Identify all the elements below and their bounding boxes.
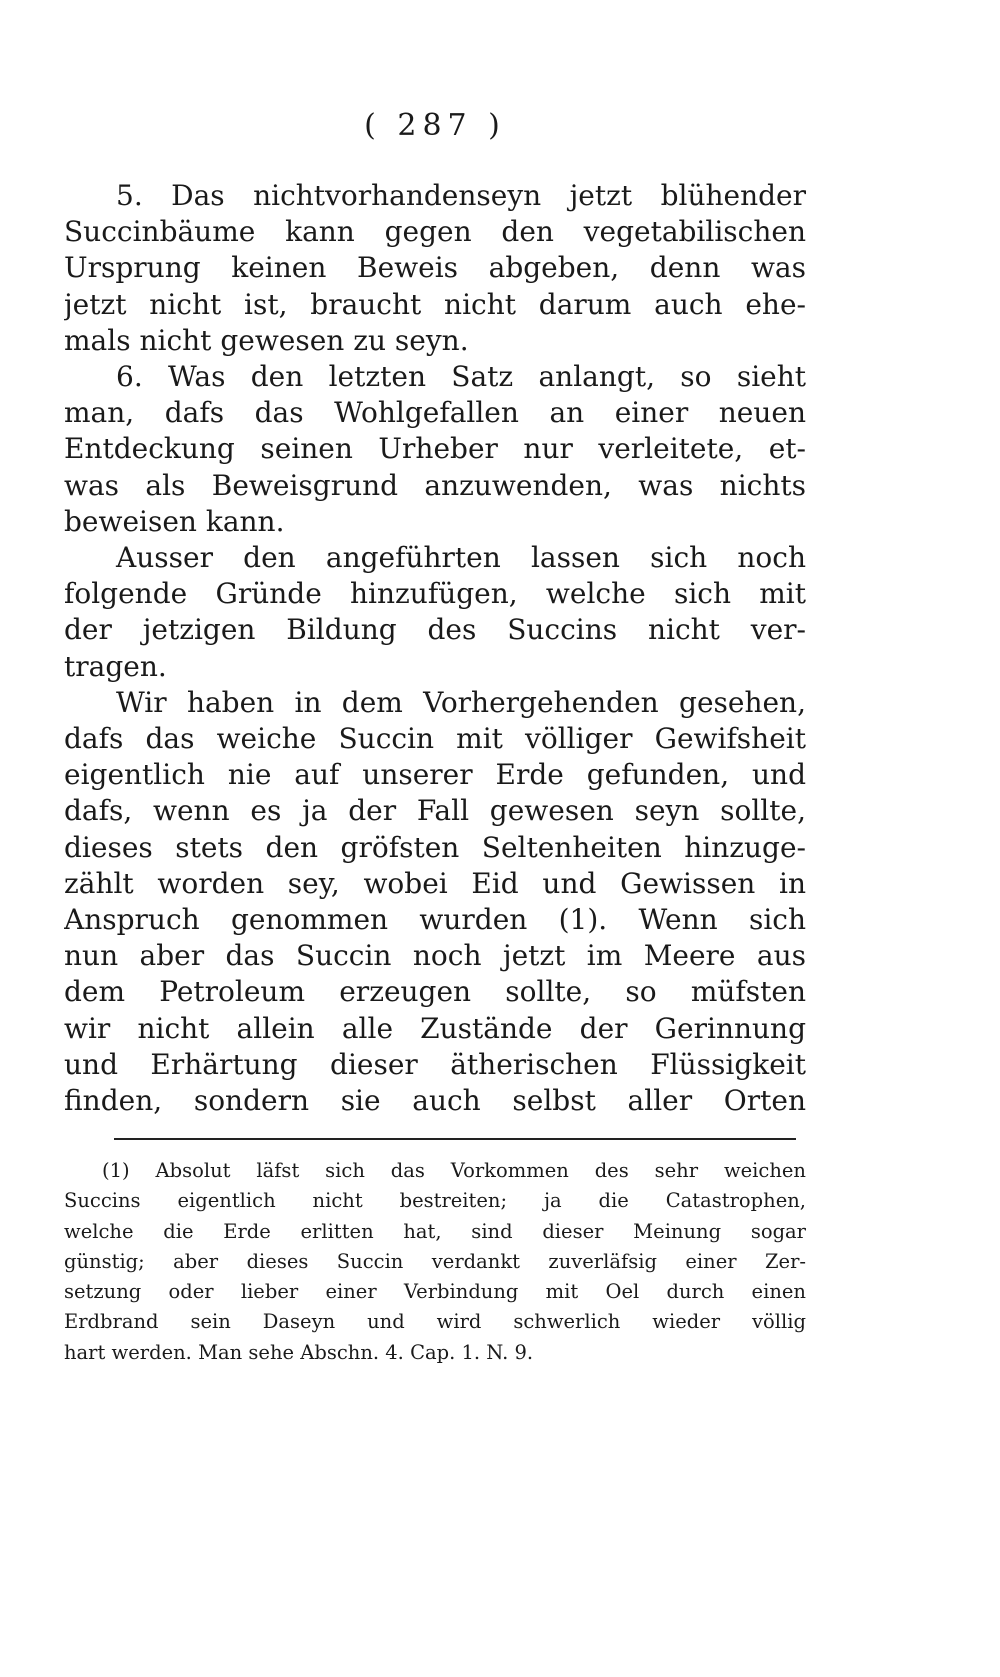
footnote-line: günstig; aber dieses Succin verdankt zuverläfsig einer Zer- — [64, 1249, 806, 1273]
text-line: wir nicht allein alle Zustände der Gerinnung — [64, 1011, 806, 1045]
text-line: Wir haben in dem Vorhergehenden gesehen, — [116, 685, 806, 719]
text-line: zählt worden sey, wobei Eid und Gewissen in — [64, 866, 806, 900]
text-line: 6. Was den letzten Satz anlangt, so sieht — [116, 360, 806, 394]
footnote — [64, 1156, 806, 1368]
text-line: Ursprung keinen Beweis abgeben, denn was — [64, 251, 806, 285]
page-number: ( 287 ) — [364, 108, 506, 143]
text-line: nun aber das Succin noch jetzt im Meere aus — [64, 939, 806, 973]
text-line: tragen. — [64, 649, 167, 683]
text-line: der jetzigen Bildung des Succins nicht ver- — [64, 613, 806, 647]
text-line: 5. Das nichtvorhandenseyn jetzt blühender — [116, 179, 806, 212]
main-text — [64, 178, 806, 1119]
footnote-line: Erdbrand sein Daseyn und wird schwerlich wieder völlig — [64, 1310, 806, 1334]
text-line: eigentlich nie auf unserer Erde gefunden, und — [64, 758, 806, 792]
text-line: folgende Gründe hinzufügen, welche sich mit — [64, 577, 806, 611]
text-line: man, dafs das Wohlgefallen an einer neuen — [64, 396, 806, 430]
text-line: dafs das weiche Succin mit völliger Gewifsheit — [64, 722, 806, 756]
footnote-line: (1) Absolut läfst sich das Vorkommen des sehr weichen — [102, 1159, 806, 1182]
text-line: dieses stets den gröfsten Seltenheiten hinzuge- — [64, 830, 806, 864]
text-line: Entdeckung seinen Urheber nur verleitete, et- — [64, 432, 806, 466]
footnote-line: welche die Erde erlitten hat, sind dieser Meinung sogar — [64, 1219, 806, 1243]
footnote-line: setzung oder lieber einer Verbindung mit Oel durch einen — [64, 1280, 806, 1304]
footnote-line: hart werden. Man sehe Abschn. 4. Cap. 1. N. 9. — [64, 1340, 534, 1364]
footnote-line: Succins eigentlich nicht bestreiten; ja die Catastrophen, — [64, 1189, 806, 1213]
text-line: mals nicht gewesen zu seyn. — [64, 323, 469, 357]
text-line: beweisen kann. — [64, 504, 285, 538]
text-line: finden, sondern sie auch selbst aller Orten — [64, 1084, 806, 1118]
text-line: Succinbäume kann gegen den vegetabilischen — [64, 215, 806, 249]
text-line: Anspruch genommen wurden (1). Wenn sich — [64, 903, 806, 937]
text-line: Ausser den angeführten lassen sich noch — [116, 541, 806, 575]
footnote-divider — [114, 1138, 796, 1140]
text-line: was als Beweisgrund anzuwenden, was nichts — [64, 468, 806, 502]
text-line: dem Petroleum erzeugen sollte, so müfsten — [64, 975, 806, 1009]
text-line: jetzt nicht ist, braucht nicht darum auch ehe- — [64, 287, 806, 321]
text-line: dafs, wenn es ja der Fall gewesen seyn sollte, — [64, 794, 806, 828]
text-line: und Erhärtung dieser ätherischen Flüssigkeit — [64, 1047, 806, 1081]
